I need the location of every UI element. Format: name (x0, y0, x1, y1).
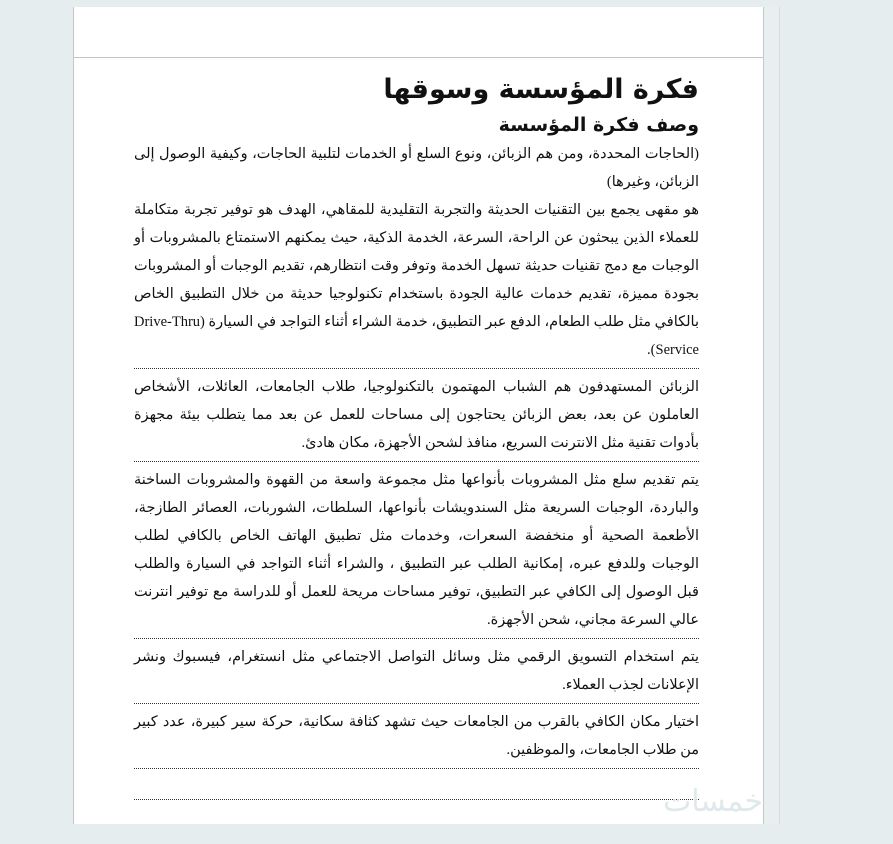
section-heading: وصف فكرة المؤسسة (498, 114, 699, 136)
watermark-logo: خمسات (662, 784, 763, 819)
intro-paragraph: (الحاجات المحددة، ومن هم الزبائن، ونوع السلع أو الخدمات لتلبية الحاجات، وكيفية الوصول إلى الزبائن، وغيرها) (134, 146, 699, 190)
empty-paragraph (134, 773, 699, 800)
document-body (134, 58, 699, 844)
document-title: فكرة المؤسسة وسوقها (383, 74, 699, 105)
scrollbar-track[interactable] (765, 7, 780, 824)
paragraph-concept: هو مقهى يجمع بين التقنيات الحديثة والتجربة التقليدية للمقاهي، الهدف هو توفير تجربة متكاملة للعملاء الذين يبحثون عن الراحة، السرعة، الخدمة الذكية، حيث يمكنهم الاستمتاع بالمشروبات أو الوجبات مع دمج تقنيات حديثة تسهل الخدمة وتوفر وقت انتظارهم، تقديم الوجبات أو المشروبات بجودة مميزة، تقديم خدمات عالية الجودة باستخدام تكنولوجيا حديثة من خلال التطبيق الخاص بالكافي مثل طلب الطعام، الدفع عبر التطبيق، خدمة الشراء أثناء التواجد في السيارة (Drive-Thru Service). (134, 196, 699, 369)
paragraph-customers: الزبائن المستهدفون هم الشباب المهتمون بالتكنولوجيا، طلاب الجامعات، العائلات، الأشخاص العاملون عن بعد، بعض الزبائن يحتاجون إلى مساحات للعمل عن بعد مما يتطلب بيئة مجهزة بأدوات تقنية مثل الانترنت السريع، منافذ لشحن الأجهزة، مكان هادئ. (134, 373, 699, 462)
paragraph-marketing: يتم استخدام التسويق الرقمي مثل وسائل التواصل الاجتماعي مثل انستغرام، فيسبوك ونشر الإعلانات لجذب العملاء. (134, 643, 699, 704)
paragraph-location: اختيار مكان الكافي بالقرب من الجامعات حيث تشهد كثافة سكانية، حركة سير كبيرة، عدد كبير من طلاب الجامعات، والموظفين. (134, 708, 699, 769)
paragraph-products: يتم تقديم سلع مثل المشروبات بأنواعها مثل مجموعة واسعة من القهوة والمشروبات الساخنة والباردة، الوجبات السريعة مثل السندويشات بأنواعها، السلطات، الشوربات، العصائر الطازجة، الأطعمة الصحية أو منخفضة السعرات، وخدمات مثل تطبيق الهاتف الخاص بالكافي لطلب الوجبات وللدفع عبره، إمكانية الطلب عبر التطبيق ، والشراء أثناء التواجد في السيارة والطلب قبل الوصول إلى الكافي عبر التطبيق، توفير مساحات مريحة للعمل أو للدراسة مع توفير انترنت عالي السرعة مجاني، شحن الأجهزة. (134, 466, 699, 639)
header-boundary (74, 57, 763, 58)
document-page[interactable] (73, 7, 764, 824)
